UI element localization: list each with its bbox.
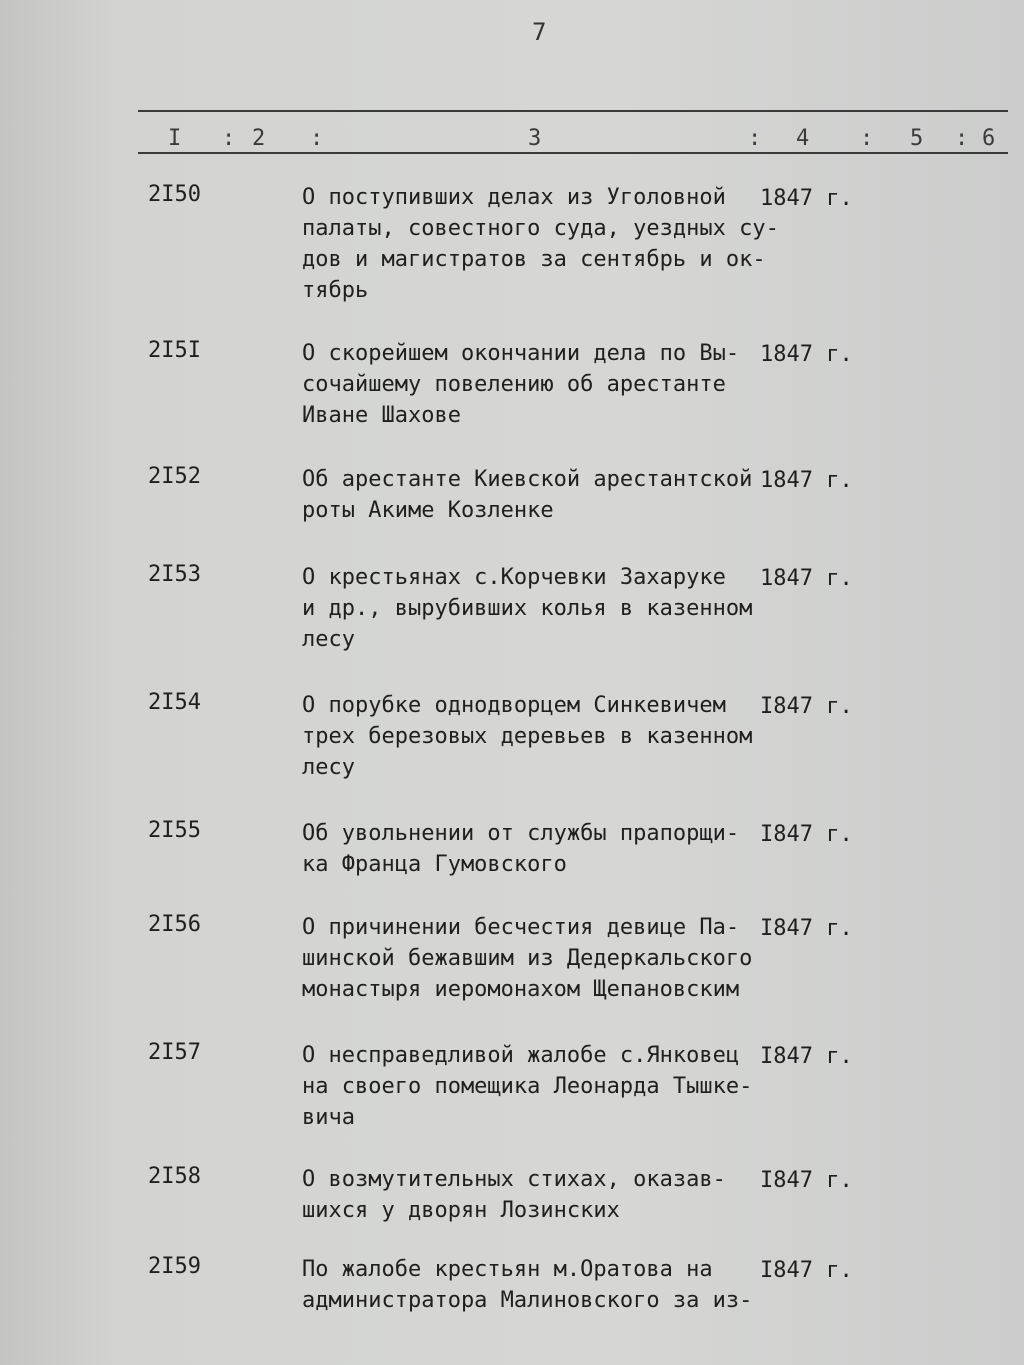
item-description bbox=[302, 690, 754, 783]
item-number: 2I53 bbox=[148, 562, 201, 587]
item-number: 2I52 bbox=[148, 464, 201, 489]
column-separator: : bbox=[222, 126, 236, 151]
description-line: О скорейшем окончании дела по Вы- bbox=[302, 341, 740, 366]
item-year: I847 г. bbox=[760, 1044, 853, 1069]
description-line: и др., вырубивших колья в казенном bbox=[302, 596, 753, 621]
item-description bbox=[302, 338, 754, 431]
item-description bbox=[302, 818, 754, 880]
item-description bbox=[302, 1164, 754, 1226]
item-year: 1847 г. bbox=[760, 566, 853, 591]
column-header-4: 4 bbox=[796, 126, 810, 151]
description-line: О несправедливой жалобе с.Янковец bbox=[302, 1043, 740, 1068]
column-separator: : bbox=[860, 126, 874, 151]
item-description bbox=[302, 1254, 754, 1316]
item-number: 2I54 bbox=[148, 690, 201, 715]
description-line: Об арестанте Киевской арестантской bbox=[302, 467, 753, 492]
description-line: О причинении бесчестия девице Па- bbox=[302, 915, 740, 940]
description-line: администратора Малиновского за из- bbox=[302, 1288, 753, 1313]
description-line: дов и магистратов за сентябрь и ок- bbox=[302, 247, 766, 272]
description-line: монастыря иеромонахом Щепановским bbox=[302, 977, 740, 1002]
description-line: трех березовых деревьев в казенном bbox=[302, 724, 753, 749]
item-year: I847 г. bbox=[760, 1168, 853, 1193]
description-line: О крестьянах с.Корчевки Захаруке bbox=[302, 565, 726, 590]
description-line: О возмутительных стихах, оказав- bbox=[302, 1167, 726, 1192]
description-line: шихся у дворян Лозинских bbox=[302, 1198, 620, 1223]
description-line: шинской бежавшим из Дедеркальского bbox=[302, 946, 753, 971]
description-line: вича bbox=[302, 1105, 355, 1130]
description-line: лесу bbox=[302, 755, 355, 780]
item-year: I847 г. bbox=[760, 822, 853, 847]
item-year: I847 г. bbox=[760, 916, 853, 941]
column-header-I: I bbox=[168, 126, 182, 151]
item-description bbox=[302, 912, 754, 1005]
item-year: 1847 г. bbox=[760, 468, 853, 493]
description-line: Об увольнении от службы прапорщи- bbox=[302, 821, 740, 846]
description-line: О поступивших делах из Уголовной bbox=[302, 185, 726, 210]
description-line: палаты, совестного суда, уездных су- bbox=[302, 216, 779, 241]
item-number: 2I5I bbox=[148, 338, 201, 363]
item-description bbox=[302, 1040, 754, 1133]
item-description bbox=[302, 182, 779, 306]
page-number: 7 bbox=[532, 18, 547, 46]
column-separator: : bbox=[955, 126, 969, 151]
column-separator: : bbox=[310, 126, 324, 151]
item-number: 2I58 bbox=[148, 1164, 201, 1189]
item-description bbox=[302, 562, 754, 655]
item-description bbox=[302, 464, 754, 526]
description-line: По жалобе крестьян м.Оратова на bbox=[302, 1257, 713, 1282]
description-line: роты Акиме Козленке bbox=[302, 498, 554, 523]
description-line: на своего помещика Леонарда Тышке- bbox=[302, 1074, 753, 1099]
description-line: сочайшему повелению об арестанте bbox=[302, 372, 726, 397]
column-header-6: 6 bbox=[982, 126, 996, 151]
item-number: 2I55 bbox=[148, 818, 201, 843]
column-header-3: 3 bbox=[528, 126, 542, 151]
item-year: I847 г. bbox=[760, 694, 853, 719]
description-line: ка Франца Гумовского bbox=[302, 852, 567, 877]
item-number: 2I57 bbox=[148, 1040, 201, 1065]
item-year: 1847 г. bbox=[760, 342, 853, 367]
item-year: I847 г. bbox=[760, 1258, 853, 1283]
item-number: 2I59 bbox=[148, 1254, 201, 1279]
item-number: 2I50 bbox=[148, 182, 201, 207]
item-year: 1847 г. bbox=[760, 186, 853, 211]
description-line: О порубке однодворцем Синкевичем bbox=[302, 693, 726, 718]
column-header-5: 5 bbox=[910, 126, 924, 151]
column-header-2: 2 bbox=[252, 126, 266, 151]
description-line: лесу bbox=[302, 627, 355, 652]
item-number: 2I56 bbox=[148, 912, 201, 937]
description-line: тябрь bbox=[302, 278, 369, 303]
description-line: Иване Шахове bbox=[302, 403, 461, 428]
column-separator: : bbox=[748, 126, 762, 151]
